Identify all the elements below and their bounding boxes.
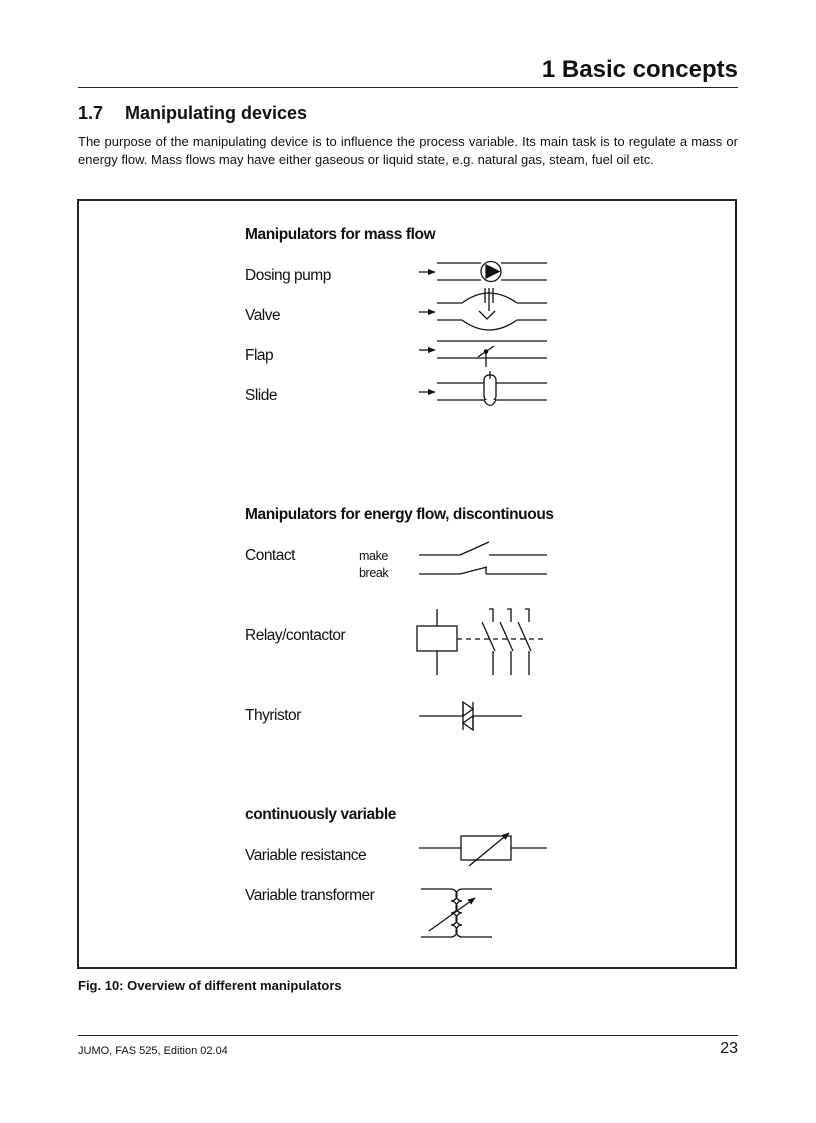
label-break: break (359, 566, 389, 580)
relay-contactor-symbol (417, 609, 547, 675)
thyristor-symbol (419, 702, 522, 730)
mass-flow-heading: Manipulators for mass flow (245, 226, 436, 243)
section-number: 1.7 (78, 103, 104, 123)
variable-resistance-symbol (419, 833, 547, 866)
label-slide: Slide (245, 387, 277, 404)
label-thyristor: Thyristor (245, 707, 301, 724)
footer-publication: JUMO, FAS 525, Edition 02.04 (78, 1045, 228, 1057)
label-contact: Contact (245, 547, 295, 564)
continuous-heading: continuously variable (245, 806, 396, 823)
figure-frame (77, 199, 737, 969)
page-number: 23 (720, 1040, 738, 1057)
label-variable-resistance: Variable resistance (245, 847, 367, 864)
contact-make-symbol (419, 542, 547, 555)
label-make: make (359, 549, 388, 563)
label-variable-transformer: Variable transformer (245, 887, 375, 904)
contact-break-symbol (419, 567, 547, 574)
section-title: Manipulating devices (125, 103, 308, 123)
label-relay-contactor: Relay/contactor (245, 627, 346, 644)
figure-caption: Fig. 10: Overview of different manipulators (78, 978, 342, 993)
energy-discontinuous-heading: Manipulators for energy flow, discontinuous (245, 506, 554, 523)
label-dosing-pump: Dosing pump (245, 267, 331, 284)
manipulators-diagram (77, 199, 737, 969)
header-rule (78, 87, 738, 88)
chapter-title: 1 Basic concepts (541, 56, 738, 83)
dosing-pump-symbol (419, 262, 547, 282)
intro-paragraph: The purpose of the manipulating device is to influence the process variable. Its main task is to regulate a mass or energy flow. Mass flows may have either gaseous or liquid state, e.g. natural gas, steam, fuel oil etc. (78, 134, 738, 167)
flap-symbol (419, 341, 547, 367)
label-flap: Flap (245, 347, 274, 364)
footer-rule (78, 1035, 738, 1036)
slide-symbol (419, 371, 547, 406)
section-heading (78, 103, 307, 124)
label-valve: Valve (245, 307, 281, 324)
variable-transformer-symbol (421, 889, 492, 937)
valve-symbol (419, 288, 547, 330)
